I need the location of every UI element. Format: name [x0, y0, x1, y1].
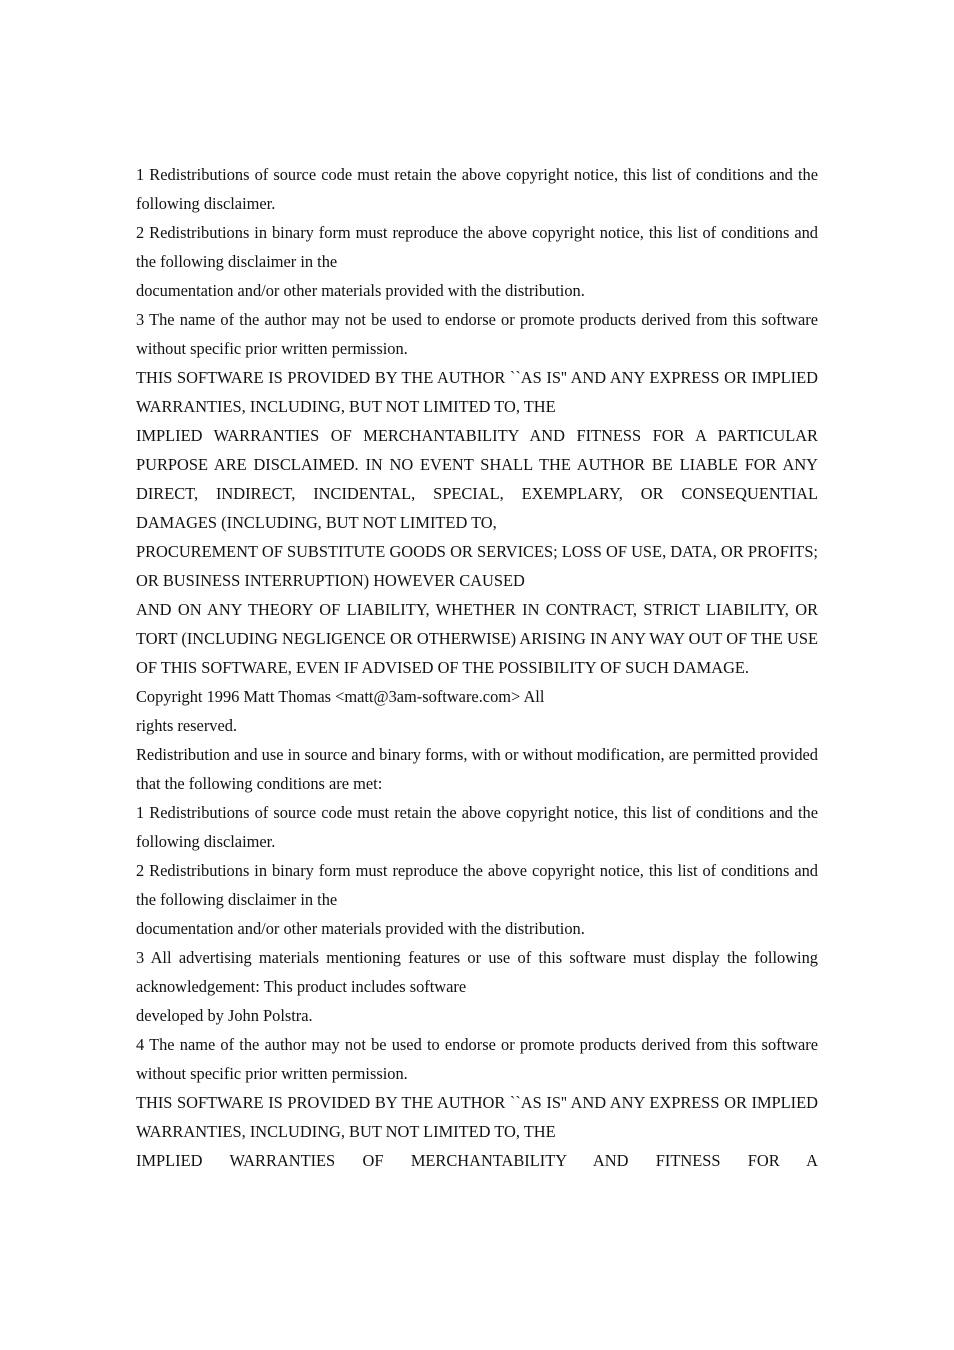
document-page	[136, 160, 818, 1175]
paragraph: PROCUREMENT OF SUBSTITUTE GOODS OR SERVICES; LOSS OF USE, DATA, OR PROFITS; OR BUSINESS INTERRUPTION) HOWEVER CAUSED	[136, 542, 818, 590]
paragraph: 1 Redistributions of source code must retain the above copyright notice, this list of conditions and the following disclaimer.	[136, 803, 818, 851]
paragraph: 4 The name of the author may not be used to endorse or promote products derived from this software without specific prior written permission.	[136, 1035, 818, 1083]
paragraph: 2 Redistributions in binary form must reproduce the above copyright notice, this list of conditions and the following disclaimer in the	[136, 861, 818, 909]
paragraph: 1 Redistributions of source code must retain the above copyright notice, this list of conditions and the following disclaimer.	[136, 165, 818, 213]
paragraph: rights reserved.	[136, 716, 238, 735]
paragraph: THIS SOFTWARE IS PROVIDED BY THE AUTHOR ``AS IS'' AND ANY EXPRESS OR IMPLIED WARRANTIES, INCLUDING, BUT NOT LIMITED TO, THE	[136, 1093, 818, 1141]
paragraph: THIS SOFTWARE IS PROVIDED BY THE AUTHOR ``AS IS'' AND ANY EXPRESS OR IMPLIED WARRANTIES, INCLUDING, BUT NOT LIMITED TO, THE	[136, 368, 818, 416]
paragraph: 3 The name of the author may not be used to endorse or promote products derived from this software without specific prior written permission.	[136, 310, 818, 358]
paragraph: documentation and/or other materials provided with the distribution.	[136, 919, 585, 938]
paragraph: Redistribution and use in source and binary forms, with or without modification, are permitted provided that the following conditions are met:	[136, 745, 818, 793]
paragraph: 3 All advertising materials mentioning features or use of this software must display the following acknowledgement: This product includes software	[136, 948, 818, 996]
paragraph: IMPLIED WARRANTIES OF MERCHANTABILITY AND FITNESS FOR A	[136, 1151, 818, 1170]
paragraph: IMPLIED WARRANTIES OF MERCHANTABILITY AND FITNESS FOR A PARTICULAR PURPOSE ARE DISCLAIMED. IN NO EVENT SHALL THE AUTHOR BE LIABLE FOR ANY DIRECT, INDIRECT, INCIDENTAL, SPECIAL, EXEMPLARY, OR CONSEQUENTIAL DAMAGES (INCLUDING, BUT NOT LIMITED TO,	[136, 426, 818, 532]
paragraph: developed by John Polstra.	[136, 1006, 313, 1025]
paragraph: 2 Redistributions in binary form must reproduce the above copyright notice, this list of conditions and the following disclaimer in the	[136, 223, 818, 271]
copyright-line: Copyright 1996 Matt Thomas <matt@3am-software.com> All	[136, 687, 545, 706]
paragraph: AND ON ANY THEORY OF LIABILITY, WHETHER IN CONTRACT, STRICT LIABILITY, OR TORT (INCLUDING NEGLIGENCE OR OTHERWISE) ARISING IN ANY WAY OUT OF THE USE OF THIS SOFTWARE, EVEN IF ADVISED OF THE POSSIBILITY OF SUCH DAMAGE.	[136, 600, 818, 677]
paragraph: documentation and/or other materials provided with the distribution.	[136, 281, 585, 300]
